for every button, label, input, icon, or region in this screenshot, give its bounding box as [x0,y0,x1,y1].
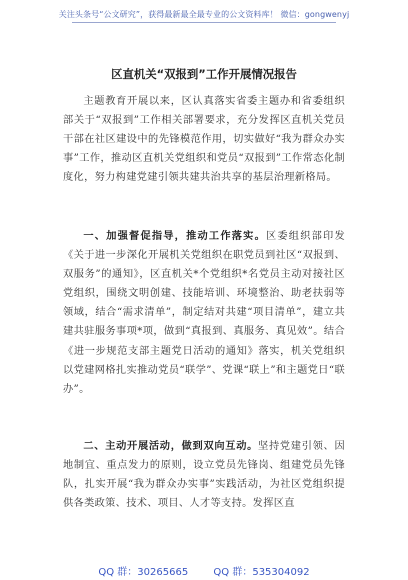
document-title: 区直机关“双报到”工作开展情况报告 [111,67,297,81]
header-banner: 关注头条号“公文研究”，获得最新最全最专业的公文资料库！ 微信：gongwenyj [58,10,350,19]
section-1-body: 区委组织部印发《关于进一步深化开展机关党组织在职党员到社区“双报到、双服务”的通知》，区直机关*个党组织*名党员主动对接社区党组织，围绕文明创建、技能培训、环境整治、助老扶弱等领域，结合“需求清单”，制定结对共建“项目清单”，建立共建共驻服务事项*项，做到“真报到、真服务、真见效”。结合《进一步规范支部主题党日活动的通知》落实，机关党组织以党建网格扎实推动党员“联学”、党课“联上”和主题党日“联办”。 [63,231,345,395]
footer-qq-group-1: QQ 群：30265665 [98,567,189,578]
section-1-heading: 一、加强督促指导，推动工作落实。 [83,231,266,242]
section-2-body: 坚持党建引领、因地制宜、重点发力的原则，设立党员先锋岗、组建党员先锋队，扎实开展“我为群众办实事”实践活动，为社区党组织提供各类政策、技术、项目、人才等支持。发挥区直 [63,441,345,510]
section-2-paragraph [63,437,345,513]
section-1-paragraph [63,227,345,399]
footer-contacts [0,563,408,578]
header-divider [72,22,336,23]
intro-paragraph: 主题教育开展以来，区认真落实省委主题办和省委组织部关于“双报到”工作相关部署要求，充分发挥区直机关党员干部在社区建设中的先锋模范作用，切实做好“我为群众办实事”工作，推动区直机关党组织和党员“双报到”工作常态化制度化，努力构建党建引领共建共治共享的基层治理新格局。 [63,96,345,184]
section-2-heading: 二、主动开展活动，做到双向互动。 [83,441,259,452]
footer-qq-group-2: QQ 群：535304092 [213,567,310,578]
